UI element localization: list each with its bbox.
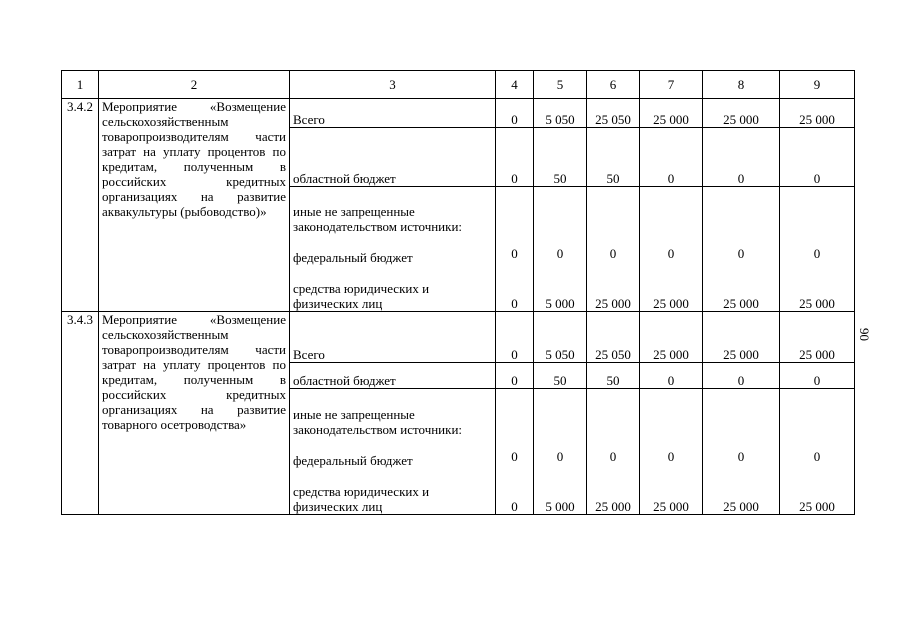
column-header: 9 [780, 71, 855, 99]
source-label: областной бюджет [290, 363, 496, 389]
source-label: федеральный бюджет [293, 453, 413, 468]
table-cell: 50 [587, 363, 640, 389]
page-number: 90 [857, 328, 872, 341]
value: 0 [609, 449, 617, 464]
table-cell [587, 389, 640, 515]
column-header: 7 [640, 71, 703, 99]
table-cell [703, 389, 780, 515]
source-group [290, 389, 496, 515]
table-cell [780, 389, 855, 515]
table-cell [703, 187, 780, 312]
column-header: 6 [587, 71, 640, 99]
column-header: 8 [703, 71, 780, 99]
value: 5 000 [545, 499, 575, 514]
value: 25 000 [595, 499, 631, 514]
value: 0 [737, 246, 745, 261]
table-cell [496, 389, 534, 515]
table-cell: 25 000 [640, 99, 703, 128]
value: 0 [609, 246, 617, 261]
value: 0 [556, 449, 564, 464]
table-cell: 25 050 [587, 312, 640, 363]
measure-name: Мероприятие «Возмещение сельскохозяйственным товаропроизводителям части затрат на уплату процентов по кредитам, полученным в российских кредитных организациях на развитие товарного осетроводства» [99, 312, 290, 515]
source-label: средства юридических и физических лиц [293, 484, 430, 514]
table-cell: 25 000 [703, 312, 780, 363]
source-label: Всего [290, 312, 496, 363]
value: 25 000 [595, 296, 631, 311]
table-cell: 0 [496, 363, 534, 389]
value: 25 000 [723, 499, 759, 514]
column-header: 4 [496, 71, 534, 99]
value: 25 000 [799, 296, 835, 311]
value: 0 [556, 246, 564, 261]
value: 0 [667, 449, 675, 464]
table-cell: 0 [496, 99, 534, 128]
source-group [290, 187, 496, 312]
value: 0 [511, 499, 518, 514]
table-cell: 50 [587, 128, 640, 187]
table-row [62, 312, 855, 363]
table-cell: 50 [534, 128, 587, 187]
table-cell [640, 389, 703, 515]
value: 25 000 [723, 296, 759, 311]
source-label: иные не запрещенные законодательством источники: [293, 204, 463, 234]
value: 0 [511, 246, 518, 261]
table-header-row [62, 71, 855, 99]
value: 25 000 [799, 499, 835, 514]
table-cell: 0 [780, 363, 855, 389]
value: 0 [813, 246, 821, 261]
table-cell: 0 [703, 128, 780, 187]
table-cell [534, 187, 587, 312]
table-cell: 5 050 [534, 312, 587, 363]
table-cell: 0 [496, 128, 534, 187]
value: 0 [737, 449, 745, 464]
source-label: Всего [290, 99, 496, 128]
column-header: 2 [99, 71, 290, 99]
value: 25 000 [653, 296, 689, 311]
table-cell [587, 187, 640, 312]
measure-name: Мероприятие «Возмещение сельскохозяйственным товаропроизводителям части затрат на уплату процентов по кредитам, полученным в российских кредитных организациях на развитие аквакультуры (рыбоводство)» [99, 99, 290, 312]
table-cell: 0 [780, 128, 855, 187]
source-label: средства юридических и физических лиц [293, 281, 430, 311]
budget-table [61, 70, 855, 515]
table-cell: 25 000 [780, 312, 855, 363]
column-header: 1 [62, 71, 99, 99]
column-header: 5 [534, 71, 587, 99]
value: 0 [813, 449, 821, 464]
table-cell: 25 000 [703, 99, 780, 128]
table-cell: 25 000 [640, 312, 703, 363]
table-cell [496, 187, 534, 312]
table-cell: 0 [703, 363, 780, 389]
table-cell [780, 187, 855, 312]
table-cell: 25 000 [780, 99, 855, 128]
source-label: областной бюджет [290, 128, 496, 187]
source-label: федеральный бюджет [293, 250, 413, 265]
table-cell: 0 [496, 312, 534, 363]
value: 0 [667, 246, 675, 261]
table-cell: 5 050 [534, 99, 587, 128]
measure-code: 3.4.3 [62, 312, 99, 515]
table-cell [640, 187, 703, 312]
table-row [62, 99, 855, 128]
column-header: 3 [290, 71, 496, 99]
value: 5 000 [545, 296, 575, 311]
table-cell: 0 [640, 128, 703, 187]
table-cell: 50 [534, 363, 587, 389]
source-label: иные не запрещенные законодательством источники: [293, 407, 463, 437]
value: 0 [511, 449, 518, 464]
value: 25 000 [653, 499, 689, 514]
table-cell [534, 389, 587, 515]
table-cell: 0 [640, 363, 703, 389]
measure-code: 3.4.2 [62, 99, 99, 312]
table-cell: 25 050 [587, 99, 640, 128]
value: 0 [511, 296, 518, 311]
